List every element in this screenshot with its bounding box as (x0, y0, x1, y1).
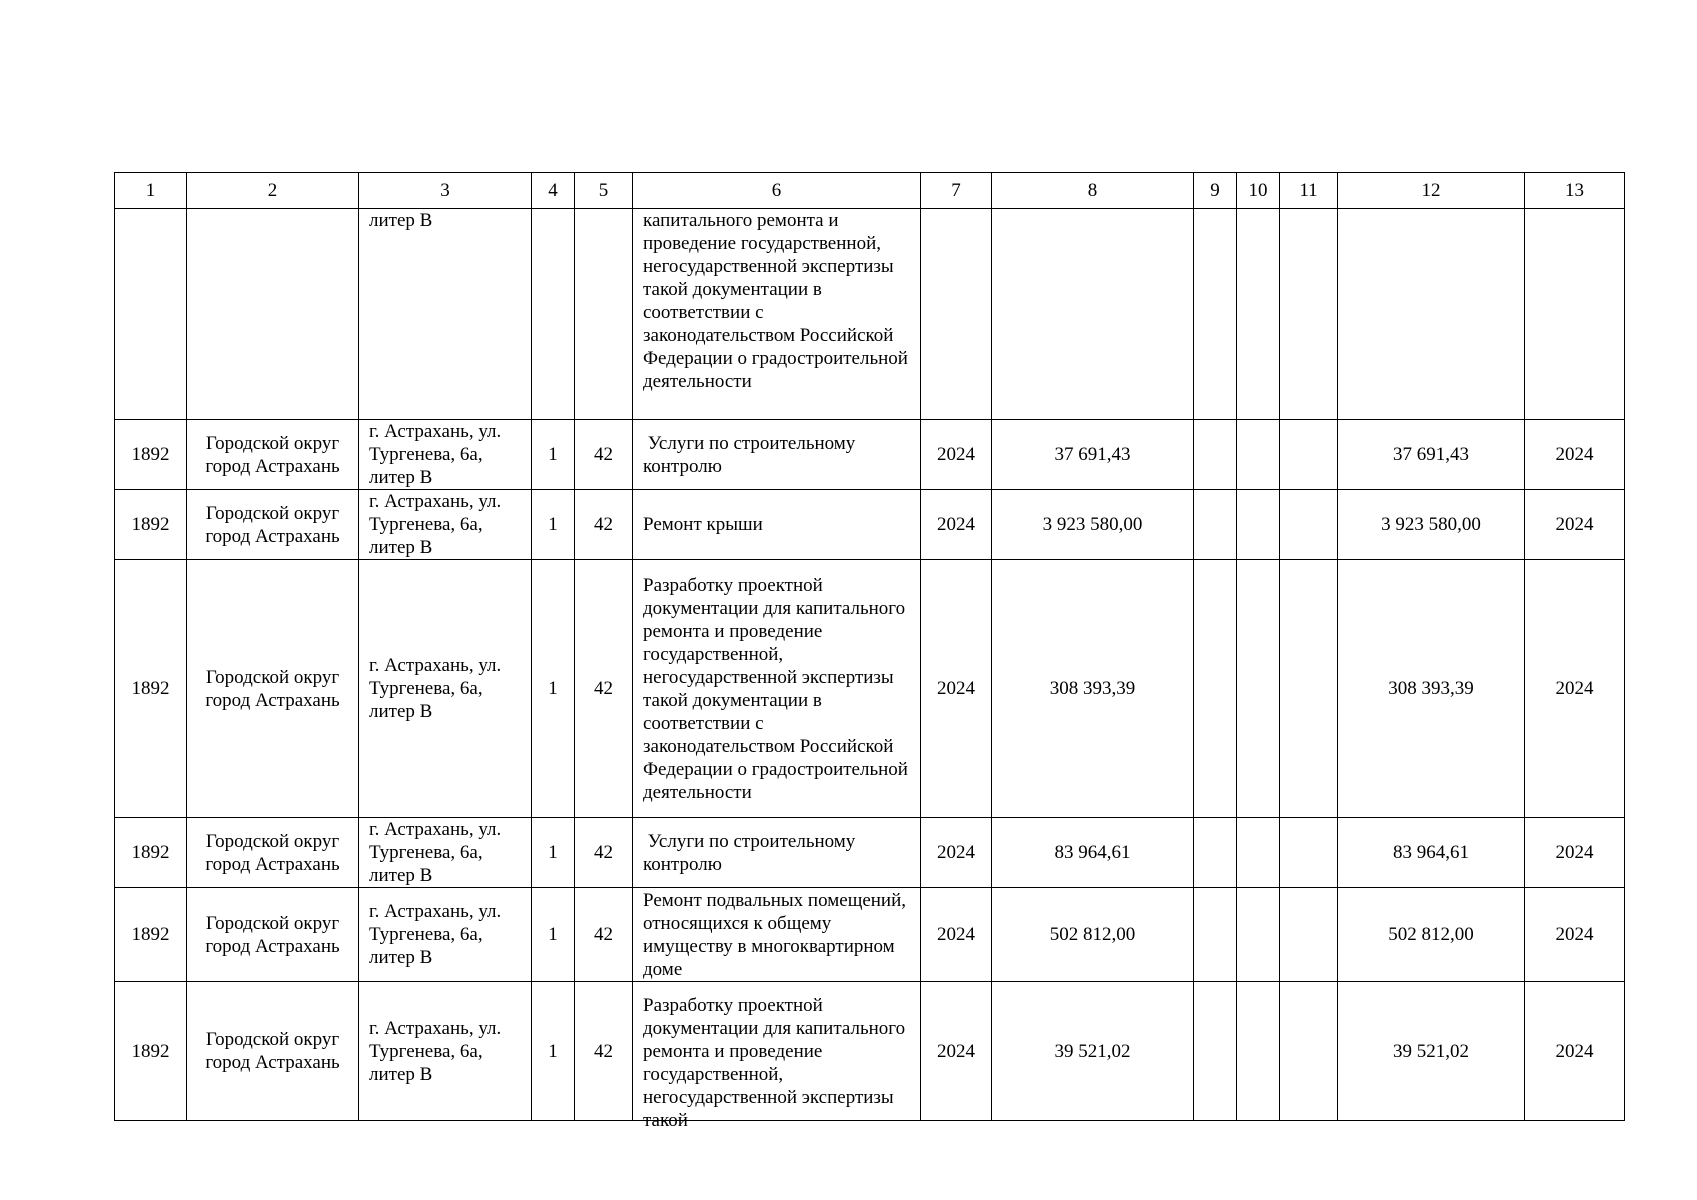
record-number-cell: 1892 (115, 490, 187, 560)
table-cell: 42 (575, 818, 633, 888)
record-number-cell: 1892 (115, 560, 187, 818)
table-cell (187, 209, 359, 420)
table-cell: 1 (532, 420, 575, 490)
table-cell (1237, 818, 1280, 888)
column-header: 7 (921, 173, 992, 209)
table-cell: 1 (532, 560, 575, 818)
municipality-cell: Городской округ город Астрахань (187, 982, 359, 1121)
column-header: 4 (532, 173, 575, 209)
table-cell: 42 (575, 490, 633, 560)
municipality-cell: Городской округ город Астрахань (187, 888, 359, 982)
table-cell (532, 209, 575, 420)
cost-cell: 37 691,43 (1338, 420, 1525, 490)
table-cell (1280, 560, 1338, 818)
address-cell: г. Астрахань, ул. Тургенева, 6а, литер В (359, 490, 532, 560)
column-header: 10 (1237, 173, 1280, 209)
column-header: 12 (1338, 173, 1525, 209)
table-cell: 1 (532, 818, 575, 888)
table-cell: 42 (575, 420, 633, 490)
year-cell: 2024 (921, 982, 992, 1121)
table-cell (1338, 209, 1525, 420)
table-cell: 1 (532, 982, 575, 1121)
table-row (115, 818, 1625, 888)
column-header: 6 (633, 173, 921, 209)
work-description-cell (633, 982, 921, 1131)
table-cell (1194, 560, 1237, 818)
table-row-continuation (115, 209, 1625, 420)
work-description-cell: Услуги по строительному контролю (633, 420, 921, 490)
municipality-cell: Городской округ город Астрахань (187, 818, 359, 888)
column-header: 5 (575, 173, 633, 209)
municipality-cell: Городской округ город Астрахань (187, 490, 359, 560)
work-description-cell: капитального ремонта и проведение государственной, негосударственной экспертизы такой документации в соответствии с законодательством Российской Федерации о градостроительной деятельности (633, 209, 921, 420)
table-cell (1194, 490, 1237, 560)
cost-cell: 308 393,39 (992, 560, 1194, 818)
table-cell (115, 209, 187, 420)
column-header: 2 (187, 173, 359, 209)
address-cell: литер В (359, 209, 532, 420)
document-sheet (114, 172, 1625, 1131)
table-cell (1280, 818, 1338, 888)
column-header: 3 (359, 173, 532, 209)
address-cell: г. Астрахань, ул. Тургенева, 6а, литер В (359, 888, 532, 982)
table-row (115, 560, 1625, 818)
table-cell (1194, 818, 1237, 888)
table-cell (1280, 490, 1338, 560)
cost-cell: 308 393,39 (1338, 560, 1525, 818)
table-cell (575, 209, 633, 420)
record-number-cell: 1892 (115, 420, 187, 490)
year-cell: 2024 (1525, 560, 1625, 818)
year-cell: 2024 (1525, 818, 1625, 888)
year-cell: 2024 (921, 490, 992, 560)
cost-cell: 83 964,61 (1338, 818, 1525, 888)
year-cell: 2024 (1525, 982, 1625, 1121)
cost-cell: 39 521,02 (1338, 982, 1525, 1121)
address-cell: г. Астрахань, ул. Тургенева, 6а, литер В (359, 982, 532, 1121)
column-header: 11 (1280, 173, 1338, 209)
table-cell (1280, 982, 1338, 1121)
table-cell: 42 (575, 888, 633, 982)
column-header: 13 (1525, 173, 1625, 209)
cost-cell: 502 812,00 (1338, 888, 1525, 982)
work-description-cell: Услуги по строительному контролю (633, 818, 921, 888)
table-cell (1237, 888, 1280, 982)
cost-cell: 83 964,61 (992, 818, 1194, 888)
table-cell (921, 209, 992, 420)
table-cell (1237, 209, 1280, 420)
table-row (115, 420, 1625, 490)
table-cell: 42 (575, 982, 633, 1121)
column-header: 9 (1194, 173, 1237, 209)
table-cell (1237, 490, 1280, 560)
year-cell: 2024 (1525, 888, 1625, 982)
column-header: 1 (115, 173, 187, 209)
municipality-cell: Городской округ город Астрахань (187, 560, 359, 818)
table-cell (1237, 982, 1280, 1121)
cost-cell: 502 812,00 (992, 888, 1194, 982)
year-cell: 2024 (921, 888, 992, 982)
table-cell (1237, 560, 1280, 818)
table-cell (1194, 888, 1237, 982)
work-description-text: Разработку проектной документации для капитального ремонта и проведение государственной, негосударственной экспертизы такой (643, 994, 906, 1131)
year-cell: 2024 (921, 560, 992, 818)
capital-repair-table (114, 172, 1625, 1131)
table-cell (992, 209, 1194, 420)
table-header-row (115, 173, 1625, 209)
record-number-cell: 1892 (115, 982, 187, 1121)
table-cell: 1 (532, 490, 575, 560)
table-cell (1194, 420, 1237, 490)
cost-cell: 39 521,02 (992, 982, 1194, 1121)
address-cell: г. Астрахань, ул. Тургенева, 6а, литер В (359, 420, 532, 490)
cost-cell: 3 923 580,00 (992, 490, 1194, 560)
address-cell: г. Астрахань, ул. Тургенева, 6а, литер В (359, 560, 532, 818)
table-row (115, 888, 1625, 982)
table-cell: 42 (575, 560, 633, 818)
municipality-cell: Городской округ город Астрахань (187, 420, 359, 490)
table-row (115, 490, 1625, 560)
work-description-cell: Ремонт крыши (633, 490, 921, 560)
year-cell: 2024 (921, 420, 992, 490)
year-cell: 2024 (1525, 420, 1625, 490)
cost-cell: 37 691,43 (992, 420, 1194, 490)
table-row (115, 982, 1625, 1121)
record-number-cell: 1892 (115, 888, 187, 982)
table-cell (1237, 420, 1280, 490)
year-cell: 2024 (921, 818, 992, 888)
table-cell: 1 (532, 888, 575, 982)
table-cell (1280, 420, 1338, 490)
table-cell (1194, 982, 1237, 1121)
table-cell (1525, 209, 1625, 420)
address-cell: г. Астрахань, ул. Тургенева, 6а, литер В (359, 818, 532, 888)
table-cell (1280, 888, 1338, 982)
table-cell (1194, 209, 1237, 420)
table-cell (1280, 209, 1338, 420)
year-cell: 2024 (1525, 490, 1625, 560)
column-header: 8 (992, 173, 1194, 209)
cost-cell: 3 923 580,00 (1338, 490, 1525, 560)
work-description-cell: Разработку проектной документации для капитального ремонта и проведение государственной, негосударственной экспертизы такой документации в соответствии с законодательством Российской Федерации о градостроительной деятельности (633, 560, 921, 818)
work-description-cell: Ремонт подвальных помещений, относящихся к общему имуществу в многоквартирном доме (633, 888, 921, 982)
record-number-cell: 1892 (115, 818, 187, 888)
